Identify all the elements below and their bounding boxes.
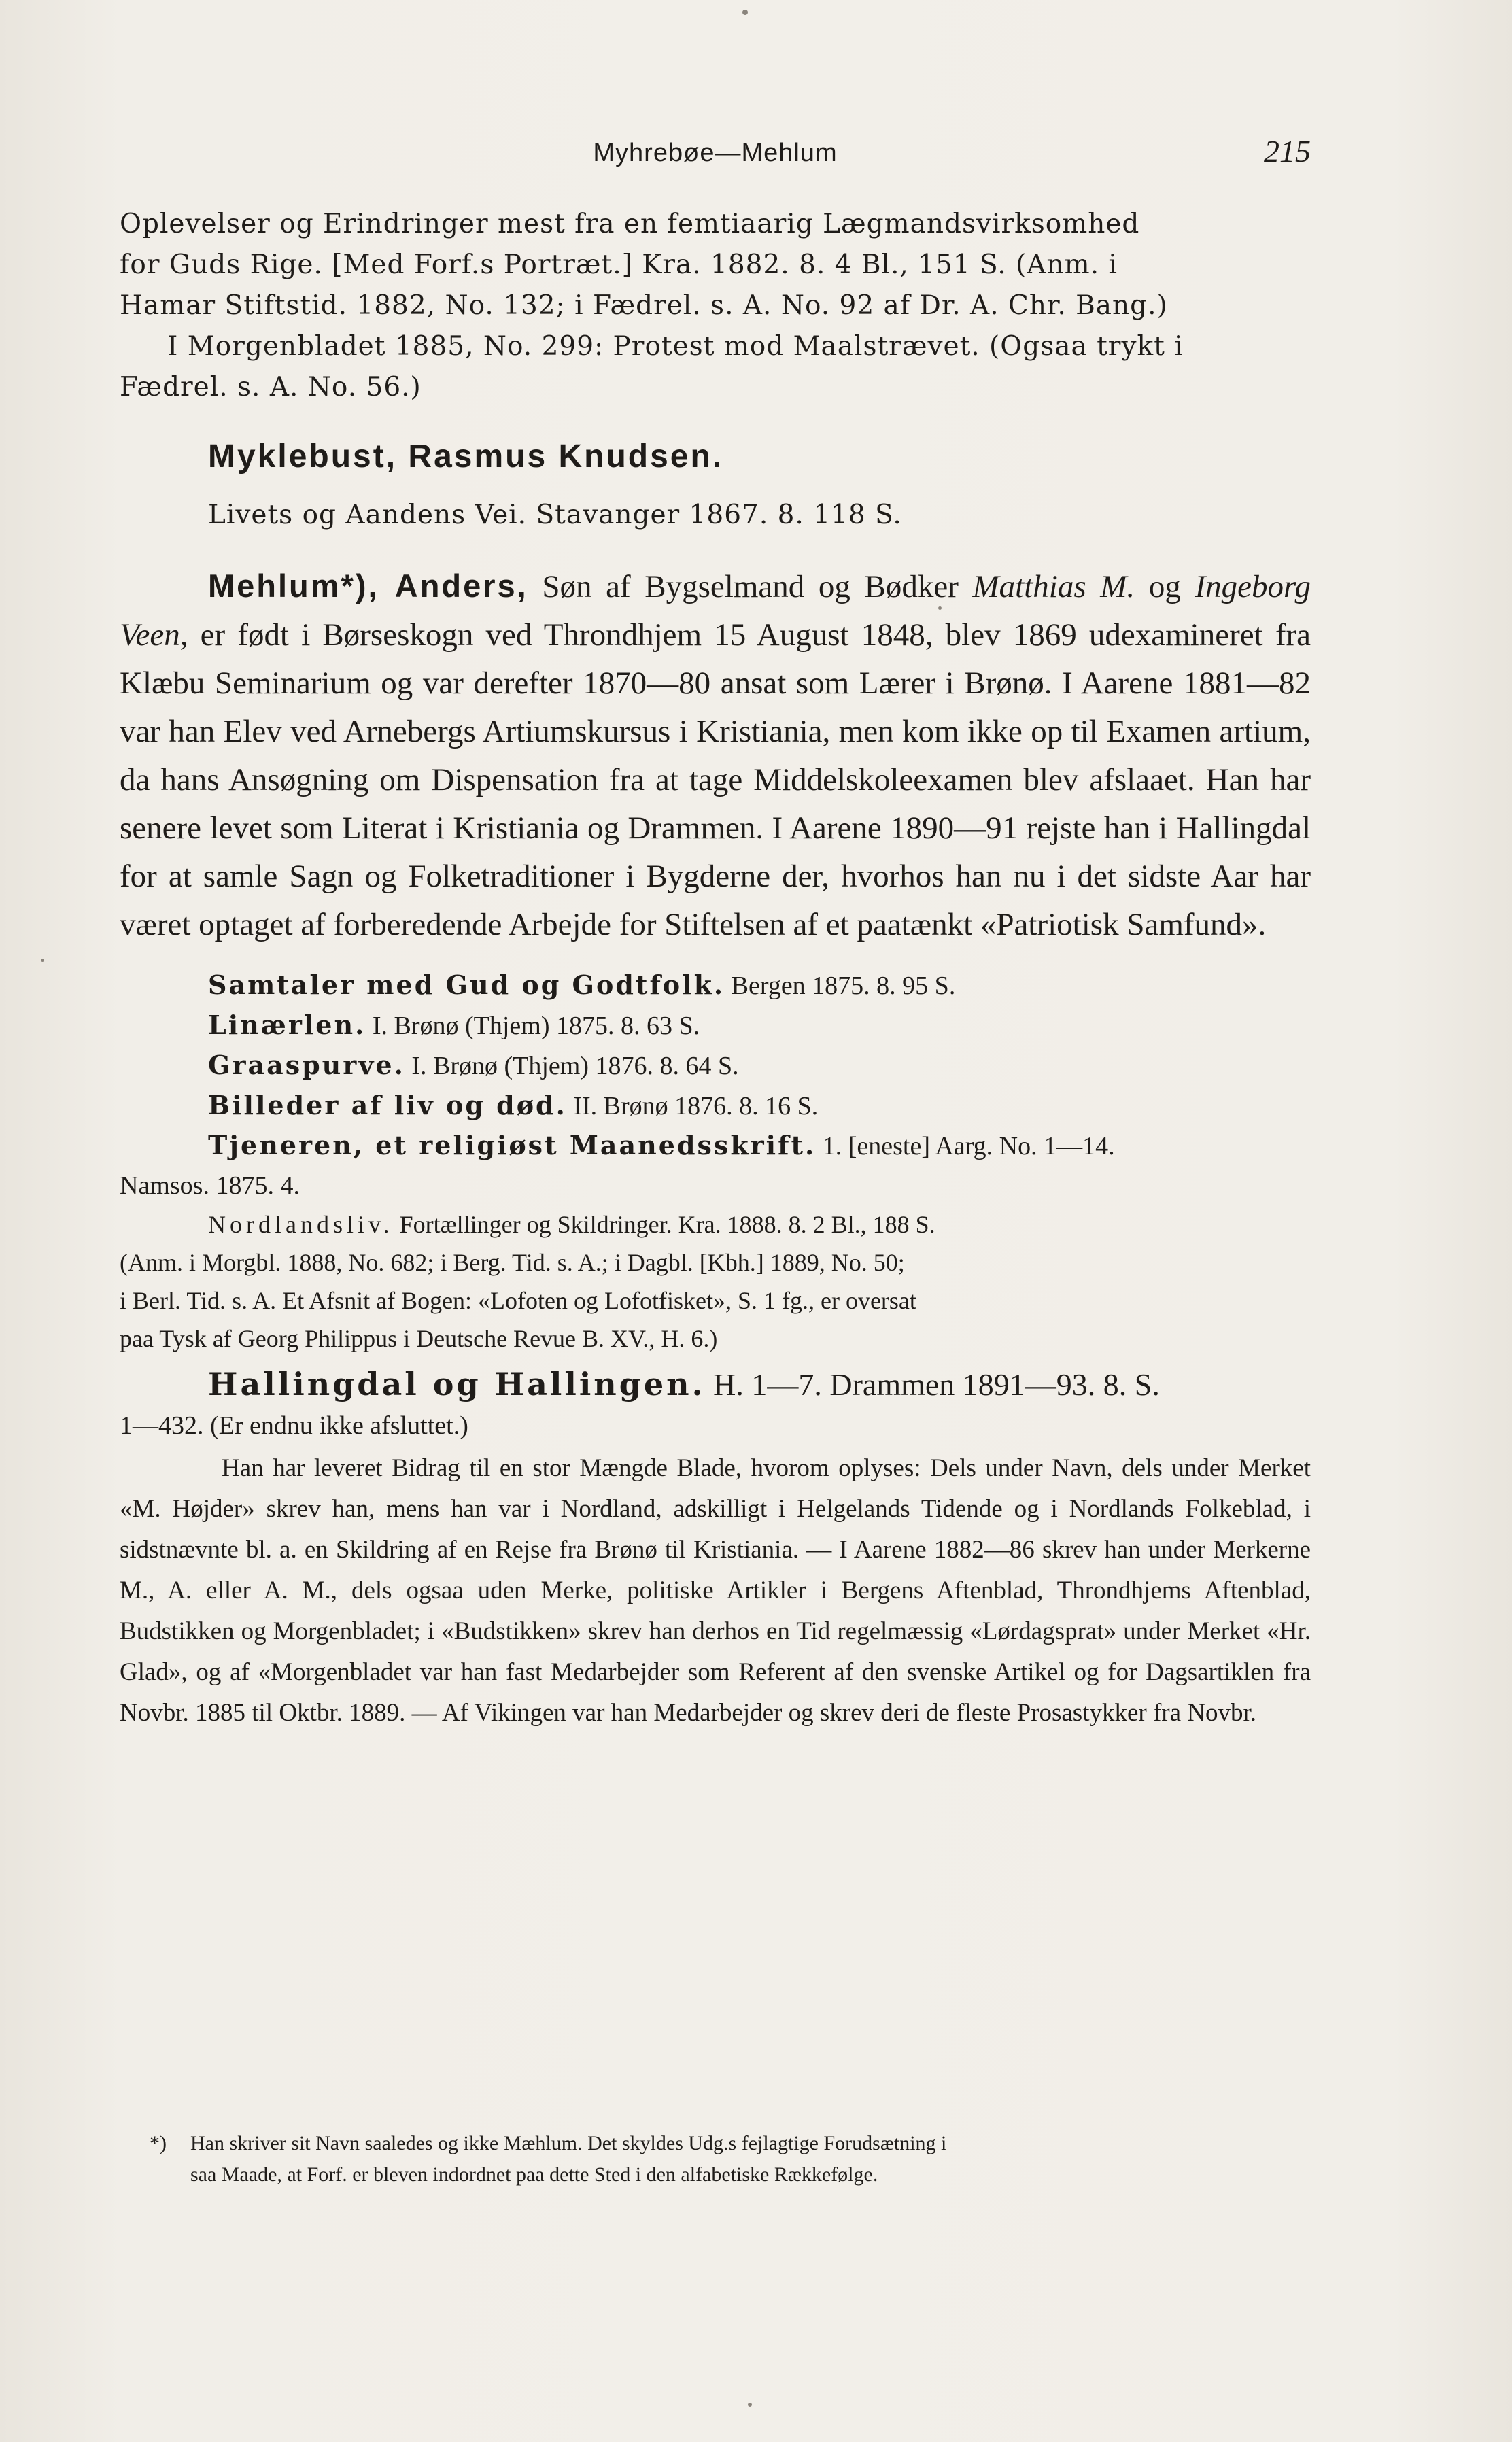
work-item [120,1086,1311,1126]
work-title: Samtaler med Gud og Godtfolk. [208,969,725,1000]
footnote-text: saa Maade, at Forf. er bleven indordnet paa dette Sted i den alfabetiske Rækkefølge. [190,2163,878,2186]
bib-line: for Guds Rige. [Med Forf.s Portræt.] Kra. 1882. 8. 4 Bl., 151 S. (Anm. i [120,250,1118,280]
paper-speck [41,959,44,962]
bio-text: og [1148,569,1195,604]
bio-text: Søn af Bygselmand og Bødker [528,569,973,604]
work-details: I. Brønø (Thjem) 1876. 8. 64 S. [405,1052,739,1080]
myklebust-work: Livets og Aandens Vei. Stavanger 1867. 8. 118 S. [208,500,902,530]
work-title: Billeder af liv og død. [208,1090,567,1120]
entry-heading-mehlum: Mehlum*), Anders, [208,568,528,604]
bib-line: Hamar Stiftstid. 1882, No. 132; i Fædrel. s. A. No. 92 af Dr. A. Chr. Bang.) [120,290,1168,321]
work-title: Nordlandsliv. [208,1211,394,1238]
bib-line: Oplevelser og Erindringer mest fra en femtiaarig Lægmandsvirksomhed [120,209,1140,239]
bib-line: Fædrel. s. A. No. 56.) [120,372,422,402]
contributions-paragraph: Han har leveret Bidrag til en stor Mængde Blade, hvorom oplyses: Dels under Navn, dels under Merket «M. Højder» skrev han, mens han var i Nordland, adskilligt i Helgelands Tidende og i Nordlands Folkeblad, i sidstnævnte bl. a. en Skildring af en Rejse fra Brønø til Kristiania. — I Aarene 1882—86 skrev han under Merkerne M., A. eller A. M., dels ogsaa uden Merke, politiske Artikler i Bergens Aftenblad, Throndhjems Aftenblad, Budstikken og Morgenbladet; i «Budstikken» skrev han derhos en Tid regelmæssig «Lørdagsprat» under Merket «Hr. Glad», og af «Morgenbladet var han fast Medarbejder som Referent af den svenske Artikel og for Dagsartiklen fra Novbr. 1885 til Oktbr. 1889. — Af Vikingen var han Medarbejder og skrev deri de fleste Prosastykker fra Novbr. [120,1454,1311,1727]
father-name: Matthias M. [972,569,1135,604]
work-item [120,1126,1311,1166]
work-details: 1. [eneste] Aarg. No. 1—14. [816,1132,1115,1160]
work-item-continued: 1—432. (Er endnu ikke afsluttet.) [120,1411,468,1440]
work-item [120,1205,1311,1243]
work-title: Hallingdal og Hallingen. [208,1366,706,1403]
work-details: Bergen 1875. 8. 95 S. [725,971,956,1000]
work-review-line: (Anm. i Morgbl. 1888, No. 682; i Berg. Tid. s. A.; i Dagbl. [Kbh.] 1889, No. 50; [120,1249,905,1276]
running-head: Myhrebøe—Mehlum [593,139,838,167]
work-item [120,1363,1311,1406]
mehlum-biography [120,562,1311,949]
page-header [120,133,1311,181]
work-title: Linærlen. [208,1010,366,1040]
footnote-text: Han skriver sit Navn saaledes og ikke Mæhlum. Det skyldes Udg.s fejlagtige Forudsætning i [190,2132,947,2154]
page-body [120,204,1311,1734]
work-review-line: paa Tysk af Georg Philippus i Deutsche Revue B. XV., H. 6.) [120,1325,718,1352]
footnote [150,2128,1305,2190]
works-list [120,965,1311,1445]
work-item [120,1005,1311,1046]
bio-text: er født i Børseskogn ved Throndhjem 15 August 1848, blev 1869 udexamineret fra Klæbu Seminarium og var derefter 1870—80 ansat som Lærer i Brønø. I Aarene 1881—82 var han Elev ved Arnebergs Artiumskursus i Kristiania, men kom ikke op til Examen artium, da hans Ansøgning om Dispensation fra at tage Middelskoleexamen blev afslaaet. Han har senere levet som Literat i Kristiania og Drammen. I Aarene 1890—91 rejste han i Hallingdal for at samle Sagn og Folketraditioner i Bygderne der, hvorhos han nu i det sidste Aar har været optaget af forberedende Arbejde for Stiftelsen af et paatænkt «Patriotisk Samfund». [120,617,1311,942]
work-item [120,1046,1311,1086]
work-details: I. Brønø (Thjem) 1875. 8. 63 S. [366,1012,700,1040]
work-item [120,965,1311,1005]
work-item-continued: Namsos. 1875. 4. [120,1171,300,1200]
work-review-line: i Berl. Tid. s. A. Et Afsnit af Bogen: «Lofoten og Lofotfisket», S. 1 fg., er oversat [120,1287,916,1314]
work-title: Graaspurve. [208,1050,405,1080]
paper-speck [748,2403,752,2407]
bib-line: I Morgenbladet 1885, No. 299: Protest mod Maalstrævet. (Ogsaa trykt i [167,331,1184,362]
page-number: 215 [1264,134,1311,169]
footnote-mark: *) [150,2132,167,2154]
paper-speck [938,606,942,610]
work-title: Tjeneren, et religiøst Maanedsskrift. [208,1130,817,1160]
work-details: II. Brønø 1876. 8. 16 S. [566,1092,819,1120]
work-details: Fortællinger og Skildringer. Kra. 1888. 8. 2 Bl., 188 S. [393,1211,935,1238]
entry-heading-myklebust: Myklebust, Rasmus Knudsen. [208,438,724,475]
mother-name: Ingeborg Veen, [120,569,1311,653]
previous-entry-bibliography [120,204,1311,408]
paper-speck [742,10,748,15]
work-details: H. 1—7. Drammen 1891—93. 8. S. [705,1367,1160,1402]
